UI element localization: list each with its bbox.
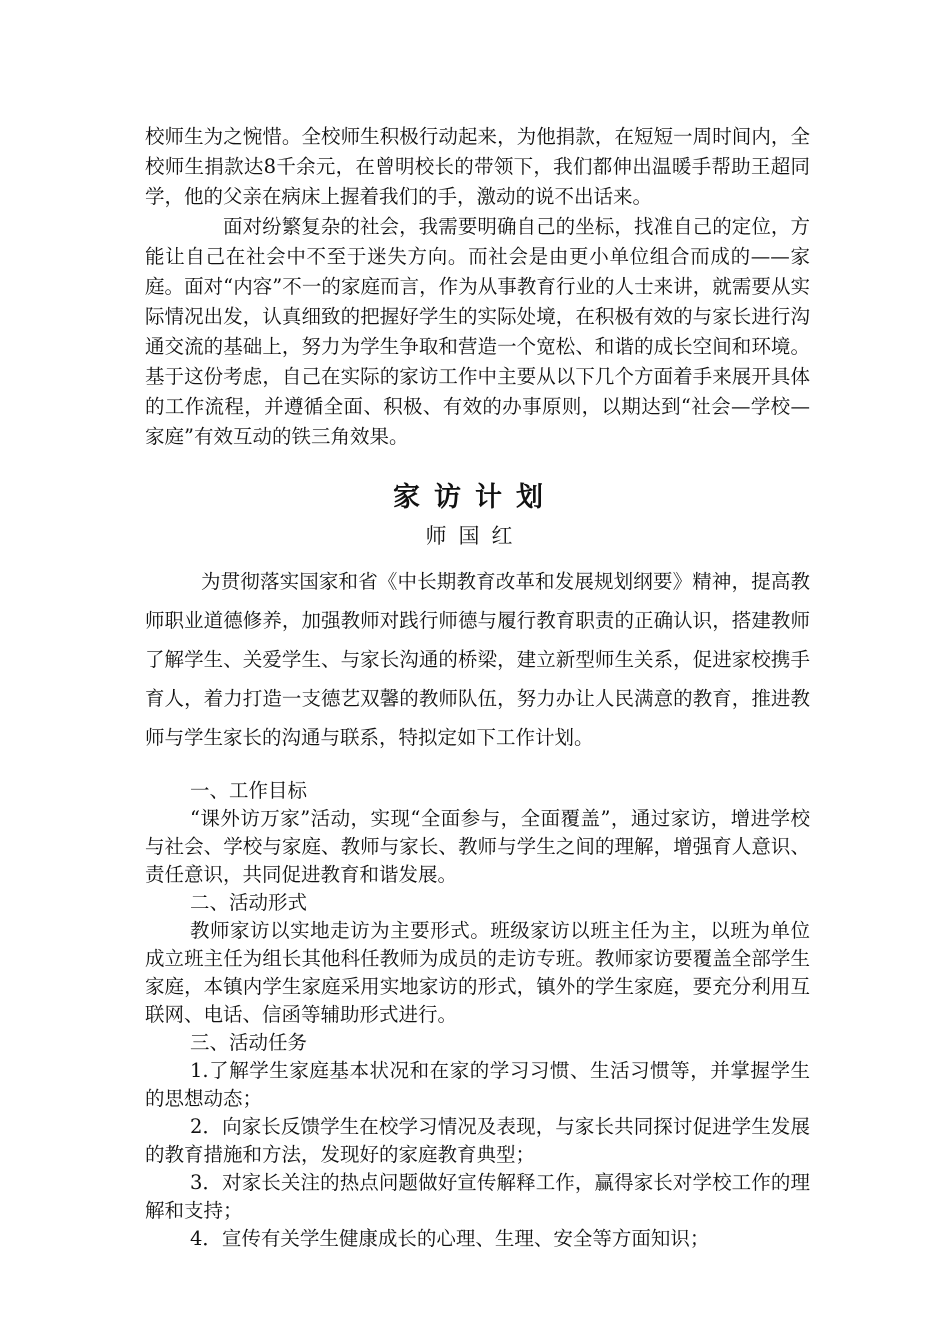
section-heading-goals: 一、工作目标 bbox=[190, 779, 308, 802]
intro-paragraph-1: 校师生为之惋惜。全校师生积极行动起来，为他捐款，在短短一周时间内，全校师生捐款达8千余元，在曾明校长的带领下，我们都伸出温暖手帮助王超同学，他的父亲在病床上握着我们的手，激动的说不出话来。 bbox=[145, 125, 810, 208]
task-item-1: 1.了解学生家庭基本状况和在家的学习习惯、生活习惯等，并掌握学生的思想动态； bbox=[145, 1059, 810, 1110]
plan-author: 师国红 bbox=[425, 524, 525, 548]
section-heading-tasks: 三、活动任务 bbox=[190, 1031, 308, 1054]
section-heading-format: 二、活动形式 bbox=[190, 891, 308, 914]
section-text-format: 教师家访以实地走访为主要形式。班级家访以班主任为主，以班为单位成立班主任为组长其他科任教师为成员的走访专班。教师家访要覆盖全部学生家庭，本镇内学生家庭采用实地家访的形式，镇外的学生家庭，要充分利用互联网、电话、信函等辅助形式进行。 bbox=[145, 919, 810, 1026]
task-item-3: 3．对家长关注的热点问题做好宣传解释工作，赢得家长对学校工作的理解和支持； bbox=[145, 1171, 810, 1222]
plan-intro-paragraph: 为贯彻落实国家和省《中长期教育改革和发展规划纲要》精神，提高教师职业道德修养，加强教师对践行师德与履行教育职责的正确认识，搭建教师了解学生、关爱学生、与家长沟通的桥梁，建立新型师生关系，促进家校携手育人，着力打造一支德艺双馨的教师队伍，努力办让人民满意的教育，推进教师与学生家长的沟通与联系，特拟定如下工作计划。 bbox=[145, 570, 810, 749]
plan-intro-section bbox=[145, 562, 810, 757]
plan-title: 家访计划 bbox=[393, 482, 557, 513]
task-item-4: 4．宣传有关学生健康成长的心理、生理、安全等方面知识； bbox=[190, 1227, 710, 1250]
task-item-2: 2．向家长反馈学生在校学习情况及表现，与家长共同探讨促进学生发展的教育措施和方法，发现好的家庭教育典型； bbox=[145, 1115, 810, 1166]
section-text-goals: “课外访万家”活动，实现“全面参与，全面覆盖”，通过家访，增进学校与社会、学校与家庭、教师与家长、教师与学生之间的理解，增强育人意识、责任意识，共同促进教育和谐发展。 bbox=[145, 807, 810, 886]
plan-body-section bbox=[145, 777, 810, 1253]
intro-paragraph-2: 面对纷繁复杂的社会，我需要明确自己的坐标，找准自己的定位，方能让自己在社会中不至于迷失方向。而社会是由更小单位组合而成的——家庭。面对“内容”不一的家庭而言，作为从事教育行业的人士来讲，就需要从实际情况出发，认真细致的把握好学生的实际处境，在积极有效的与家长进行沟通交流的基础上，努力为学生争取和营造一个宽松、和谐的成长空间和环境。基于这份考虑，自己在实际的家访工作中主要从以下几个方面着手来展开具体的工作流程，并遵循全面、积极、有效的办事原则，以期达到“社会—学校—家庭”有效互动的铁三角效果。 bbox=[145, 215, 810, 448]
intro-section bbox=[145, 122, 810, 452]
